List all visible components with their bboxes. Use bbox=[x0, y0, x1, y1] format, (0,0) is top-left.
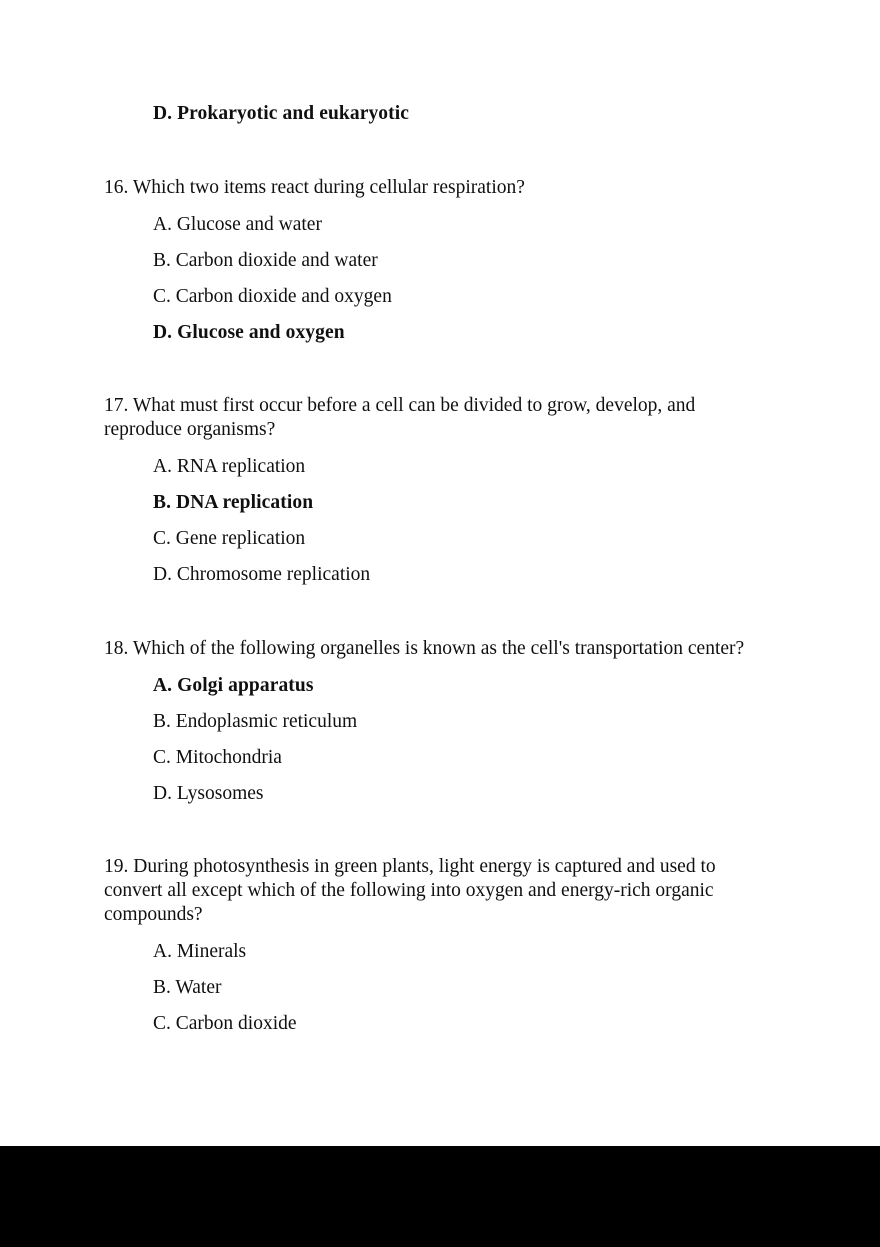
option-19-a[interactable]: A. Minerals bbox=[153, 941, 247, 962]
option-16-c[interactable]: C. Carbon dioxide and oxygen bbox=[153, 286, 392, 307]
option-18-d[interactable]: D. Lysosomes bbox=[153, 783, 264, 804]
question-block-18 bbox=[104, 637, 784, 805]
option-16-d[interactable]: D. Glucose and oxygen bbox=[153, 322, 345, 343]
option-list-16 bbox=[104, 214, 766, 344]
option-17-c[interactable]: C. Gene replication bbox=[153, 528, 306, 549]
option-list-18 bbox=[104, 675, 784, 805]
option-16-b[interactable]: B. Carbon dioxide and water bbox=[153, 250, 378, 271]
option-18-c[interactable]: C. Mitochondria bbox=[153, 747, 282, 768]
option-19-b[interactable]: B. Water bbox=[153, 977, 222, 998]
question-text-17: 17. What must first occur before a cell can be divided to grow, develop, and reproduce organisms? bbox=[104, 395, 696, 440]
option-19-c[interactable]: C. Carbon dioxide bbox=[153, 1013, 297, 1034]
option-17-b[interactable]: B. DNA replication bbox=[153, 492, 314, 513]
option-18-a[interactable]: A. Golgi apparatus bbox=[153, 675, 314, 696]
page-bottom-black-band bbox=[0, 1146, 880, 1247]
question-block-17 bbox=[104, 394, 724, 586]
question-block-19 bbox=[104, 855, 744, 1035]
option-18-b[interactable]: B. Endoplasmic reticulum bbox=[153, 711, 358, 732]
question-text-18: 18. Which of the following organelles is known as the cell's transportation center? bbox=[104, 638, 745, 659]
option-list-19 bbox=[104, 941, 744, 1035]
question-text-16: 16. Which two items react during cellular respiration? bbox=[104, 177, 525, 198]
option-16-a[interactable]: A. Glucose and water bbox=[153, 214, 322, 235]
option-17-a[interactable]: A. RNA replication bbox=[153, 456, 306, 477]
question-text-19: 19. During photosynthesis in green plants, light energy is captured and used to convert all except which of the following into oxygen and energy-rich organic compounds? bbox=[104, 856, 716, 925]
carry-over-option: D. Prokaryotic and eukaryotic bbox=[153, 103, 410, 124]
option-list-17 bbox=[104, 456, 724, 586]
option-17-d[interactable]: D. Chromosome replication bbox=[153, 564, 371, 585]
question-block-16 bbox=[104, 176, 766, 344]
